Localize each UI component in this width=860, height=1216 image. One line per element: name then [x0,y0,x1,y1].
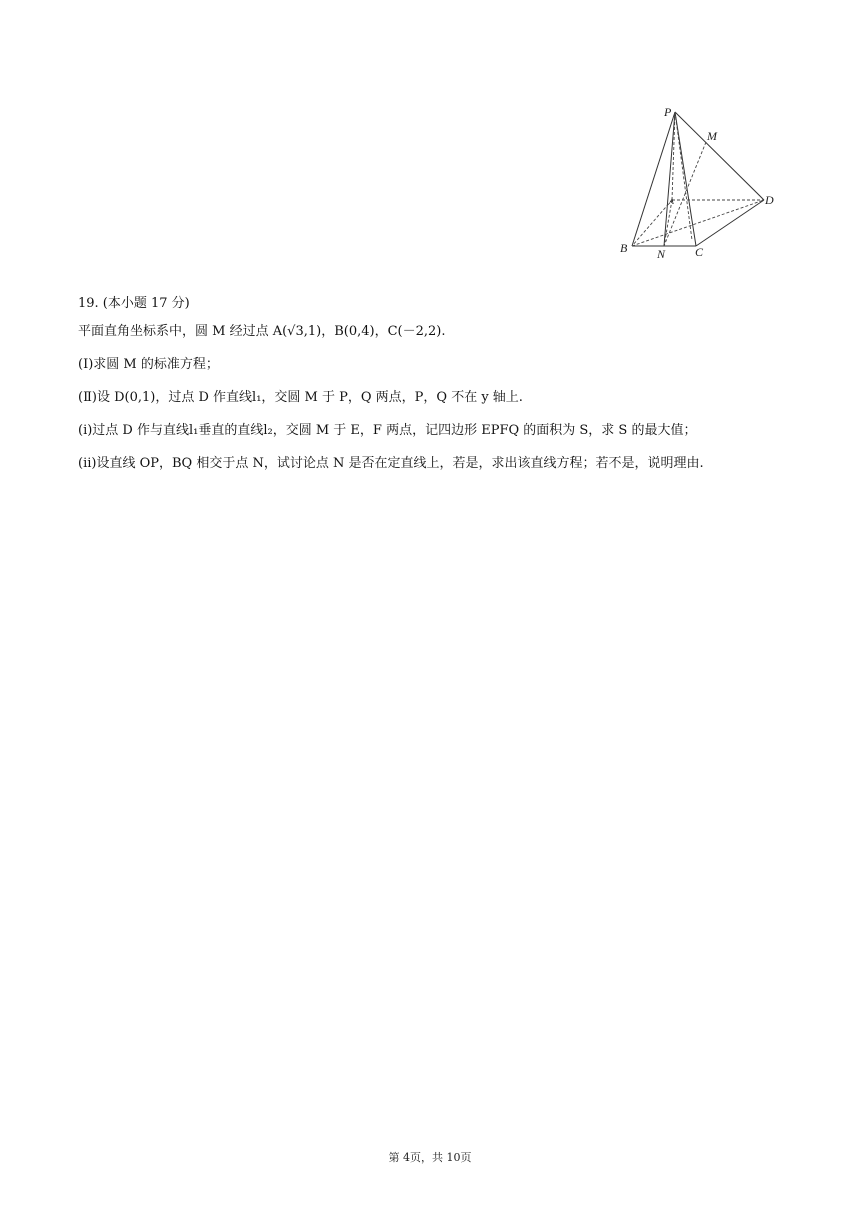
label-c: C [695,245,704,259]
label-n: N [657,247,666,261]
edge-mn [664,142,706,246]
edge-cd [696,200,764,246]
problem-statement: 平面直角坐标系中，圆 M 经过点 A(√3,1)，B(0,4)，C(－2,2). [78,324,446,339]
label-d: D [765,193,774,207]
pyramid-diagram [612,100,782,265]
label-a: A [669,197,674,206]
label-b: B [620,241,628,255]
edge-pb [632,112,675,246]
edge-pc [675,112,696,246]
problem-part-1: (Ⅰ)求圆 M 的标准方程； [78,357,219,372]
problem-part-2: (Ⅱ)设 D(0,1)，过点 D 作直线l₁，交圆 M 于 P，Q 两点，P，Q 不在 y 轴上. [78,390,523,405]
problem-part-2-i: (ⅰ)过点 D 作与直线l₁垂直的直线l₂，交圆 M 于 E，F 两点，记四边形 EPFQ 的面积为 S，求 S 的最大值； [78,423,697,438]
problem-heading: 19. (本小题 17 分) [78,296,190,311]
pyramid-figure [612,100,782,265]
edge-an [664,200,672,246]
label-m: M [707,129,717,143]
edge-pn [664,112,675,246]
label-p: P [664,105,672,119]
problem-part-2-ii: (ⅱ)设直线 OP，BQ 相交于点 N，试讨论点 N 是否在定直线上，若是，求出该直线方程；若不是，说明理由. [78,456,704,471]
edge-pd [675,112,764,200]
problem-19 [78,294,783,487]
page-footer: 第 4页，共 10页 [388,1151,472,1164]
